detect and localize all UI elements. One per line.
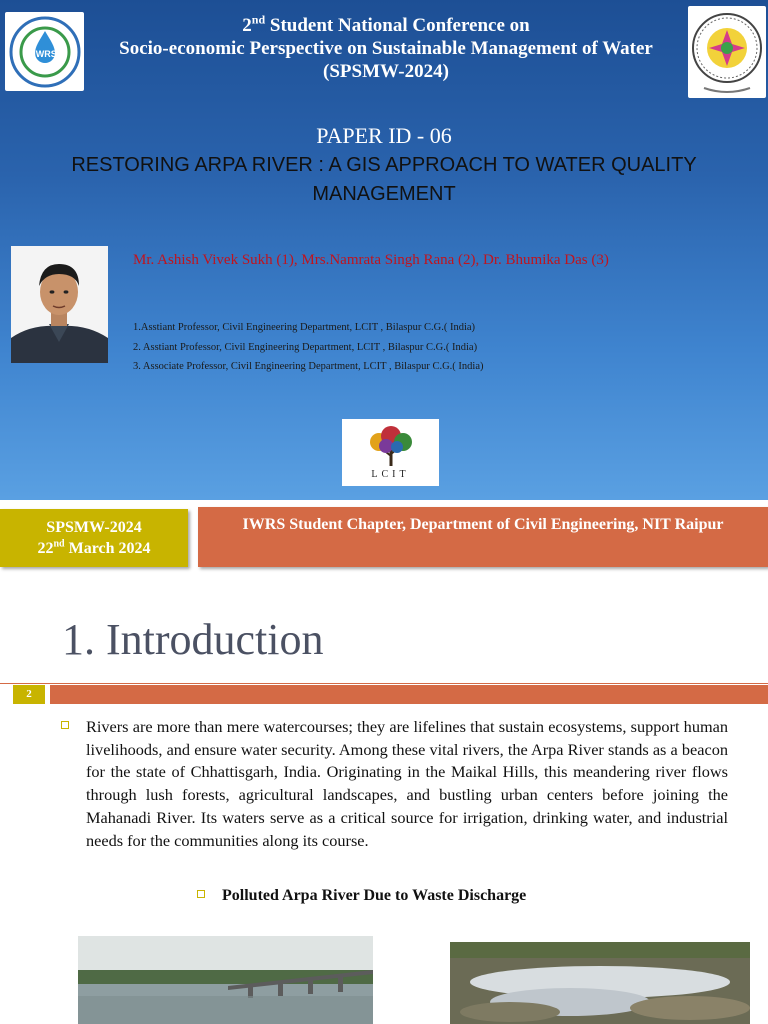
divider-line [0,683,768,684]
conference-title [80,14,692,83]
conference-ordinal-sup: nd [251,12,266,27]
river-bridge-photo [78,936,373,1024]
event-date-rest: March 2024 [64,540,151,557]
affiliation-item: 1.Asstiant Professor, Civil Engineering Department, LCIT , Bilaspur C.G.( India) [133,322,476,333]
lcit-logo [342,419,439,486]
conference-acronym: (SPSMW-2024) [323,61,449,82]
iwrs-logo-text: IWRS [32,48,57,59]
event-date-box [0,509,188,567]
event-date-sup: nd [53,538,65,550]
polluted-river-photo [450,942,750,1024]
conference-ordinal: 2 [242,15,252,36]
affiliation-list [133,318,763,377]
square-bullet-icon [61,721,69,729]
iwrs-logo [5,12,84,91]
event-date-day: 22 [37,540,54,557]
author-photo [11,246,108,363]
intro-paragraph: Rivers are more than mere watercourses; they are lifelines that sustain ecosystems, support human livelihoods, and ensure water security. Among these vital rivers, the Arpa River stands as a beacon for the state of Chhattisgarh, India. Originating in the Maikal Hills, this meandering river flows through lush forests, agricultural landscapes, and bustling urban centers before joining the Mahanadi River. Its waters serve as a critical source for irrigation, drinking water, and industrial needs for the communities along its course. [86,717,728,850]
photo-caption: Polluted Arpa River Due to Waste Discharge [222,887,527,904]
slide-number: 2 [13,685,45,704]
author-list: Mr. Ashish Vivek Sukh (1), Mrs.Namrata Singh Rana (2), Dr. Bhumika Das (3) [133,252,609,268]
square-bullet-icon [197,890,205,898]
lcit-logo-text: LCIT [371,468,410,480]
conference-line1: Student National Conference on [265,15,530,36]
accent-bar [50,685,768,704]
event-acronym: SPSMW-2024 [46,519,142,536]
title-slide [0,0,768,500]
paper-id: PAPER ID - 06 [316,123,452,148]
nit-raipur-seal [688,6,766,98]
paper-title: RESTORING ARPA RIVER : A GIS APPROACH TO WATER QUALITY MANAGEMENT [71,154,697,205]
section-heading: 1. Introduction [62,615,324,664]
affiliation-item: 2. Asstiant Professor, Civil Engineering Department, LCIT , Bilaspur C.G.( India) [133,341,478,353]
tree-icon [361,426,421,468]
conference-line2: Socio-economic Perspective on Sustainable Management of Water [119,38,653,59]
chapter-banner: IWRS Student Chapter, Department of Civil Engineering, NIT Raipur [198,507,768,567]
affiliation-item: 3. Associate Professor, Civil Engineering Department, LCIT , Bilaspur C.G.( India) [133,361,484,372]
